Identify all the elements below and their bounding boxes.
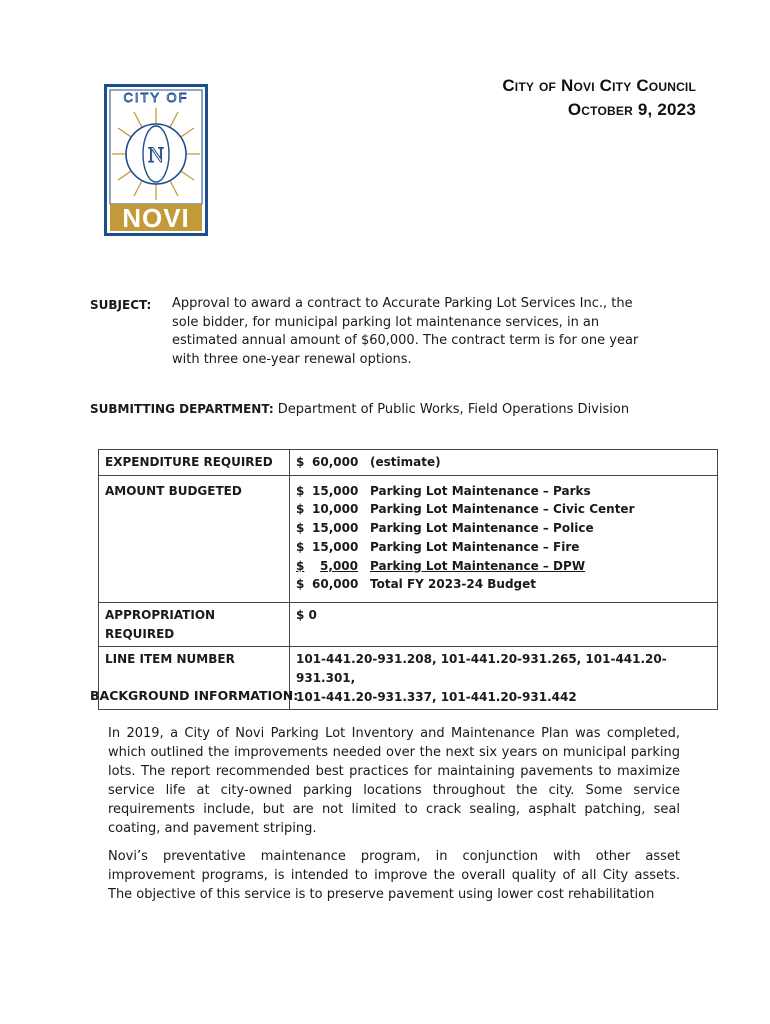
novi-seal-icon — [104, 84, 208, 236]
department-label: SUBMITTING DEPARTMENT: — [90, 402, 274, 416]
table-row — [99, 475, 718, 602]
council-title: City of Novi City Council — [502, 76, 696, 95]
background-paragraph: In 2019, a City of Novi Parking Lot Inventory and Maintenance Plan was completed, which outlined the improvements needed over the next six years on municipal parking lots. The report recommended best practices for maintaining pavements to maximize service life at city-owned parking locations throughout the city. Some service requirements include, but are not limited to crack sealing, asphalt patching, seal coating, and pavement striping. — [108, 726, 680, 836]
background-heading: BACKGROUND INFORMATION: — [90, 688, 299, 703]
financial-summary-table — [98, 449, 718, 710]
expenditure-label: EXPENDITURE REQUIRED — [99, 450, 290, 476]
background-paragraph: Novi’s preventative maintenance program, in conjunction with other asset improvement programs, is intended to improve the overall quality of all City assets. The objective of this service is to preserve pavement using lower cost rehabilitation — [108, 849, 680, 902]
budget-line: $ 10,000 Parking Lot Maintenance – Civic Center — [296, 502, 635, 517]
table-row — [99, 450, 718, 476]
meeting-date: October 9, 2023 — [567, 100, 696, 119]
submitting-department — [90, 402, 629, 417]
document-header — [502, 74, 696, 122]
budget-line: $ 15,000 Parking Lot Maintenance – Parks — [296, 483, 591, 498]
subject-text: Approval to award a contract to Accurate Parking Lot Services Inc., the sole bidder, for municipal parking lot maintenance services, in an estimated annual amount of $60,000. The contract term is for one year with three one-year renewal options. — [172, 296, 639, 367]
budgeted-label: AMOUNT BUDGETED — [99, 475, 290, 602]
budget-line: $ 15,000 Parking Lot Maintenance – Police — [296, 521, 594, 536]
svg-text:N: N — [148, 142, 164, 167]
budget-total-line: $ 60,000 Total FY 2023-24 Budget — [296, 577, 537, 592]
department-value: Department of Public Works, Field Operations Division — [277, 402, 630, 417]
budgeted-values — [290, 475, 718, 602]
expenditure-value: $ 60,000 (estimate) — [290, 450, 718, 476]
subject-label: SUBJECT: — [90, 298, 152, 312]
budget-line: $ 5,000 Parking Lot Maintenance – DPW — [296, 558, 586, 573]
budget-line: $ 15,000 Parking Lot Maintenance – Fire — [296, 539, 580, 554]
city-of-novi-logo — [104, 84, 208, 236]
appropriation-label: APPROPRIATION REQUIRED — [99, 602, 290, 646]
appropriation-value: $ 0 — [290, 602, 718, 646]
svg-text:CITY OF: CITY OF — [123, 90, 189, 105]
svg-text:NOVI: NOVI — [122, 203, 190, 233]
table-row — [99, 602, 718, 646]
line-item-label: LINE ITEM NUMBER — [99, 647, 290, 710]
line-item-value: 101-441.20-931.208, 101-441.20-931.265, 101-441.20-931.301, 101-441.20-931.337, 101-441.20-931.442 — [290, 647, 718, 710]
